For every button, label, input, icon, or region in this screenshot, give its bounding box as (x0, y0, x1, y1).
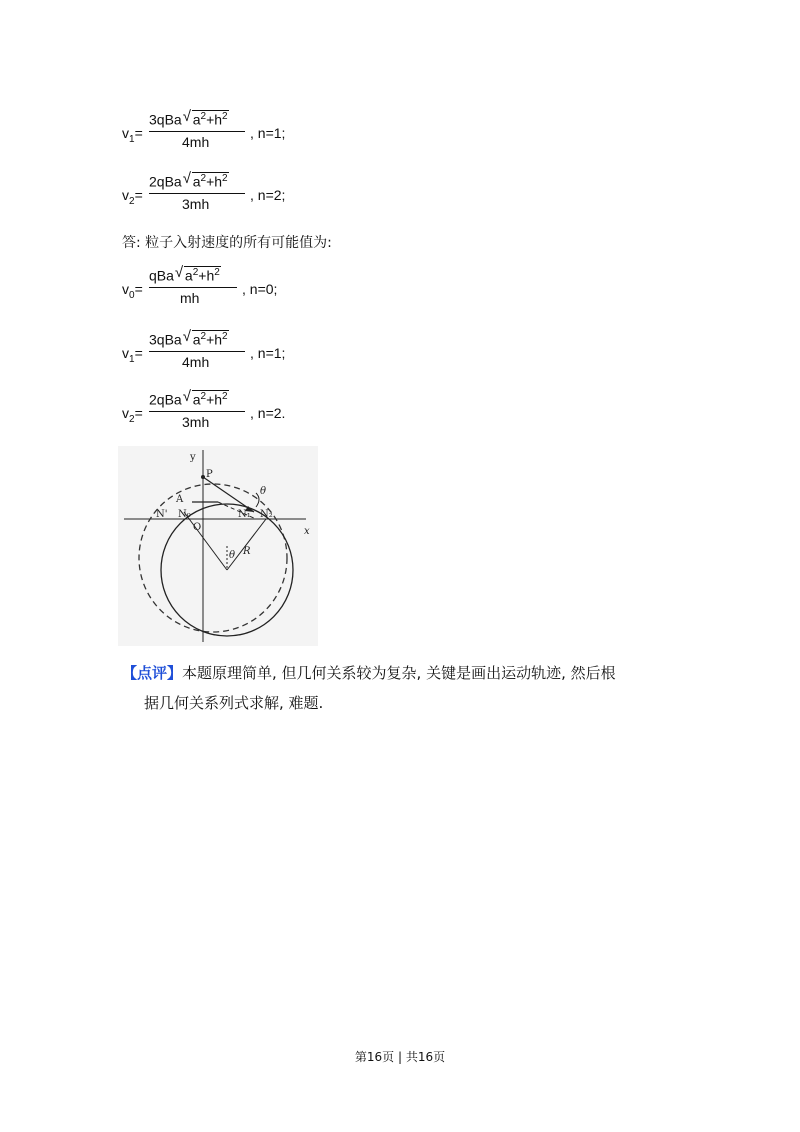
condition: , n=2. (250, 405, 286, 421)
equation-v2-b: $v_2=$ 2qBa√ $a^2+h^2$ 3mh , n=2. (122, 390, 442, 436)
comment-block (122, 658, 682, 718)
equation-v0: $v_0=$ qBa√ $a^2+h^2$ mh , n=0; (122, 266, 442, 312)
condition: , n=2; (250, 187, 286, 203)
label-n-prime: N' (156, 509, 168, 520)
trajectory-figure (118, 446, 318, 646)
label-r: R (243, 546, 251, 557)
equation-v1-b: $v_1=$ 3qBa√ $a^2+h^2$ 4mh , n=1; (122, 330, 442, 376)
comment-line-1: 本题原理简单, 但几何关系较为复杂, 关键是画出运动轨迹, 然后根 (182, 664, 616, 682)
denominator: 4mh (182, 134, 210, 150)
label-n0: N₀ (178, 509, 191, 520)
fraction-bar (149, 287, 237, 288)
point-p (201, 475, 205, 479)
page-footer: 第16页 | 共16页 (354, 1050, 446, 1064)
label-a: A (176, 494, 184, 505)
comment-tag: 【点评】 (122, 664, 183, 682)
denominator: 3mh (182, 414, 210, 430)
label-y: y (190, 452, 196, 463)
answer-line: 答: 粒子入射速度的所有可能值为: (122, 235, 332, 251)
numerator: 3qBa√ $a^2+h^2$ (149, 110, 229, 128)
denominator: mh (180, 290, 200, 306)
fraction-bar (149, 193, 245, 194)
condition: , n=0; (242, 281, 278, 297)
comment-line-2: 据几何关系列式求解, 难题. (144, 694, 324, 712)
label-n1: N₁ (238, 509, 251, 520)
denominator: 4mh (182, 354, 210, 370)
numerator: 3qBa√ $a^2+h^2$ (149, 330, 229, 348)
label-theta: θ (260, 486, 267, 497)
equation-v1-a: $v_1=$ 3qBa√ $a^2+h^2$ 4mh , n=1; (122, 110, 442, 156)
numerator: 2qBa√ $a^2+h^2$ (149, 172, 229, 190)
fraction-bar (149, 351, 245, 352)
label-o: O (193, 522, 202, 533)
condition: , n=1; (250, 125, 286, 141)
numerator: 2qBa√ $a^2+h^2$ (149, 390, 229, 408)
numerator: qBa√ $a^2+h^2$ (149, 266, 221, 284)
label-n2: N₂ (260, 509, 273, 520)
condition: , n=1; (250, 345, 286, 361)
label-x: x (304, 526, 310, 537)
equation-v2-a: $v_2=$ 2qBa√ $a^2+h^2$ 3mh , n=2; (122, 172, 442, 218)
denominator: 3mh (182, 196, 210, 212)
fraction-bar (149, 131, 245, 132)
fraction-bar (149, 411, 245, 412)
label-theta-2: θ (229, 550, 236, 561)
label-p: P (206, 469, 213, 480)
